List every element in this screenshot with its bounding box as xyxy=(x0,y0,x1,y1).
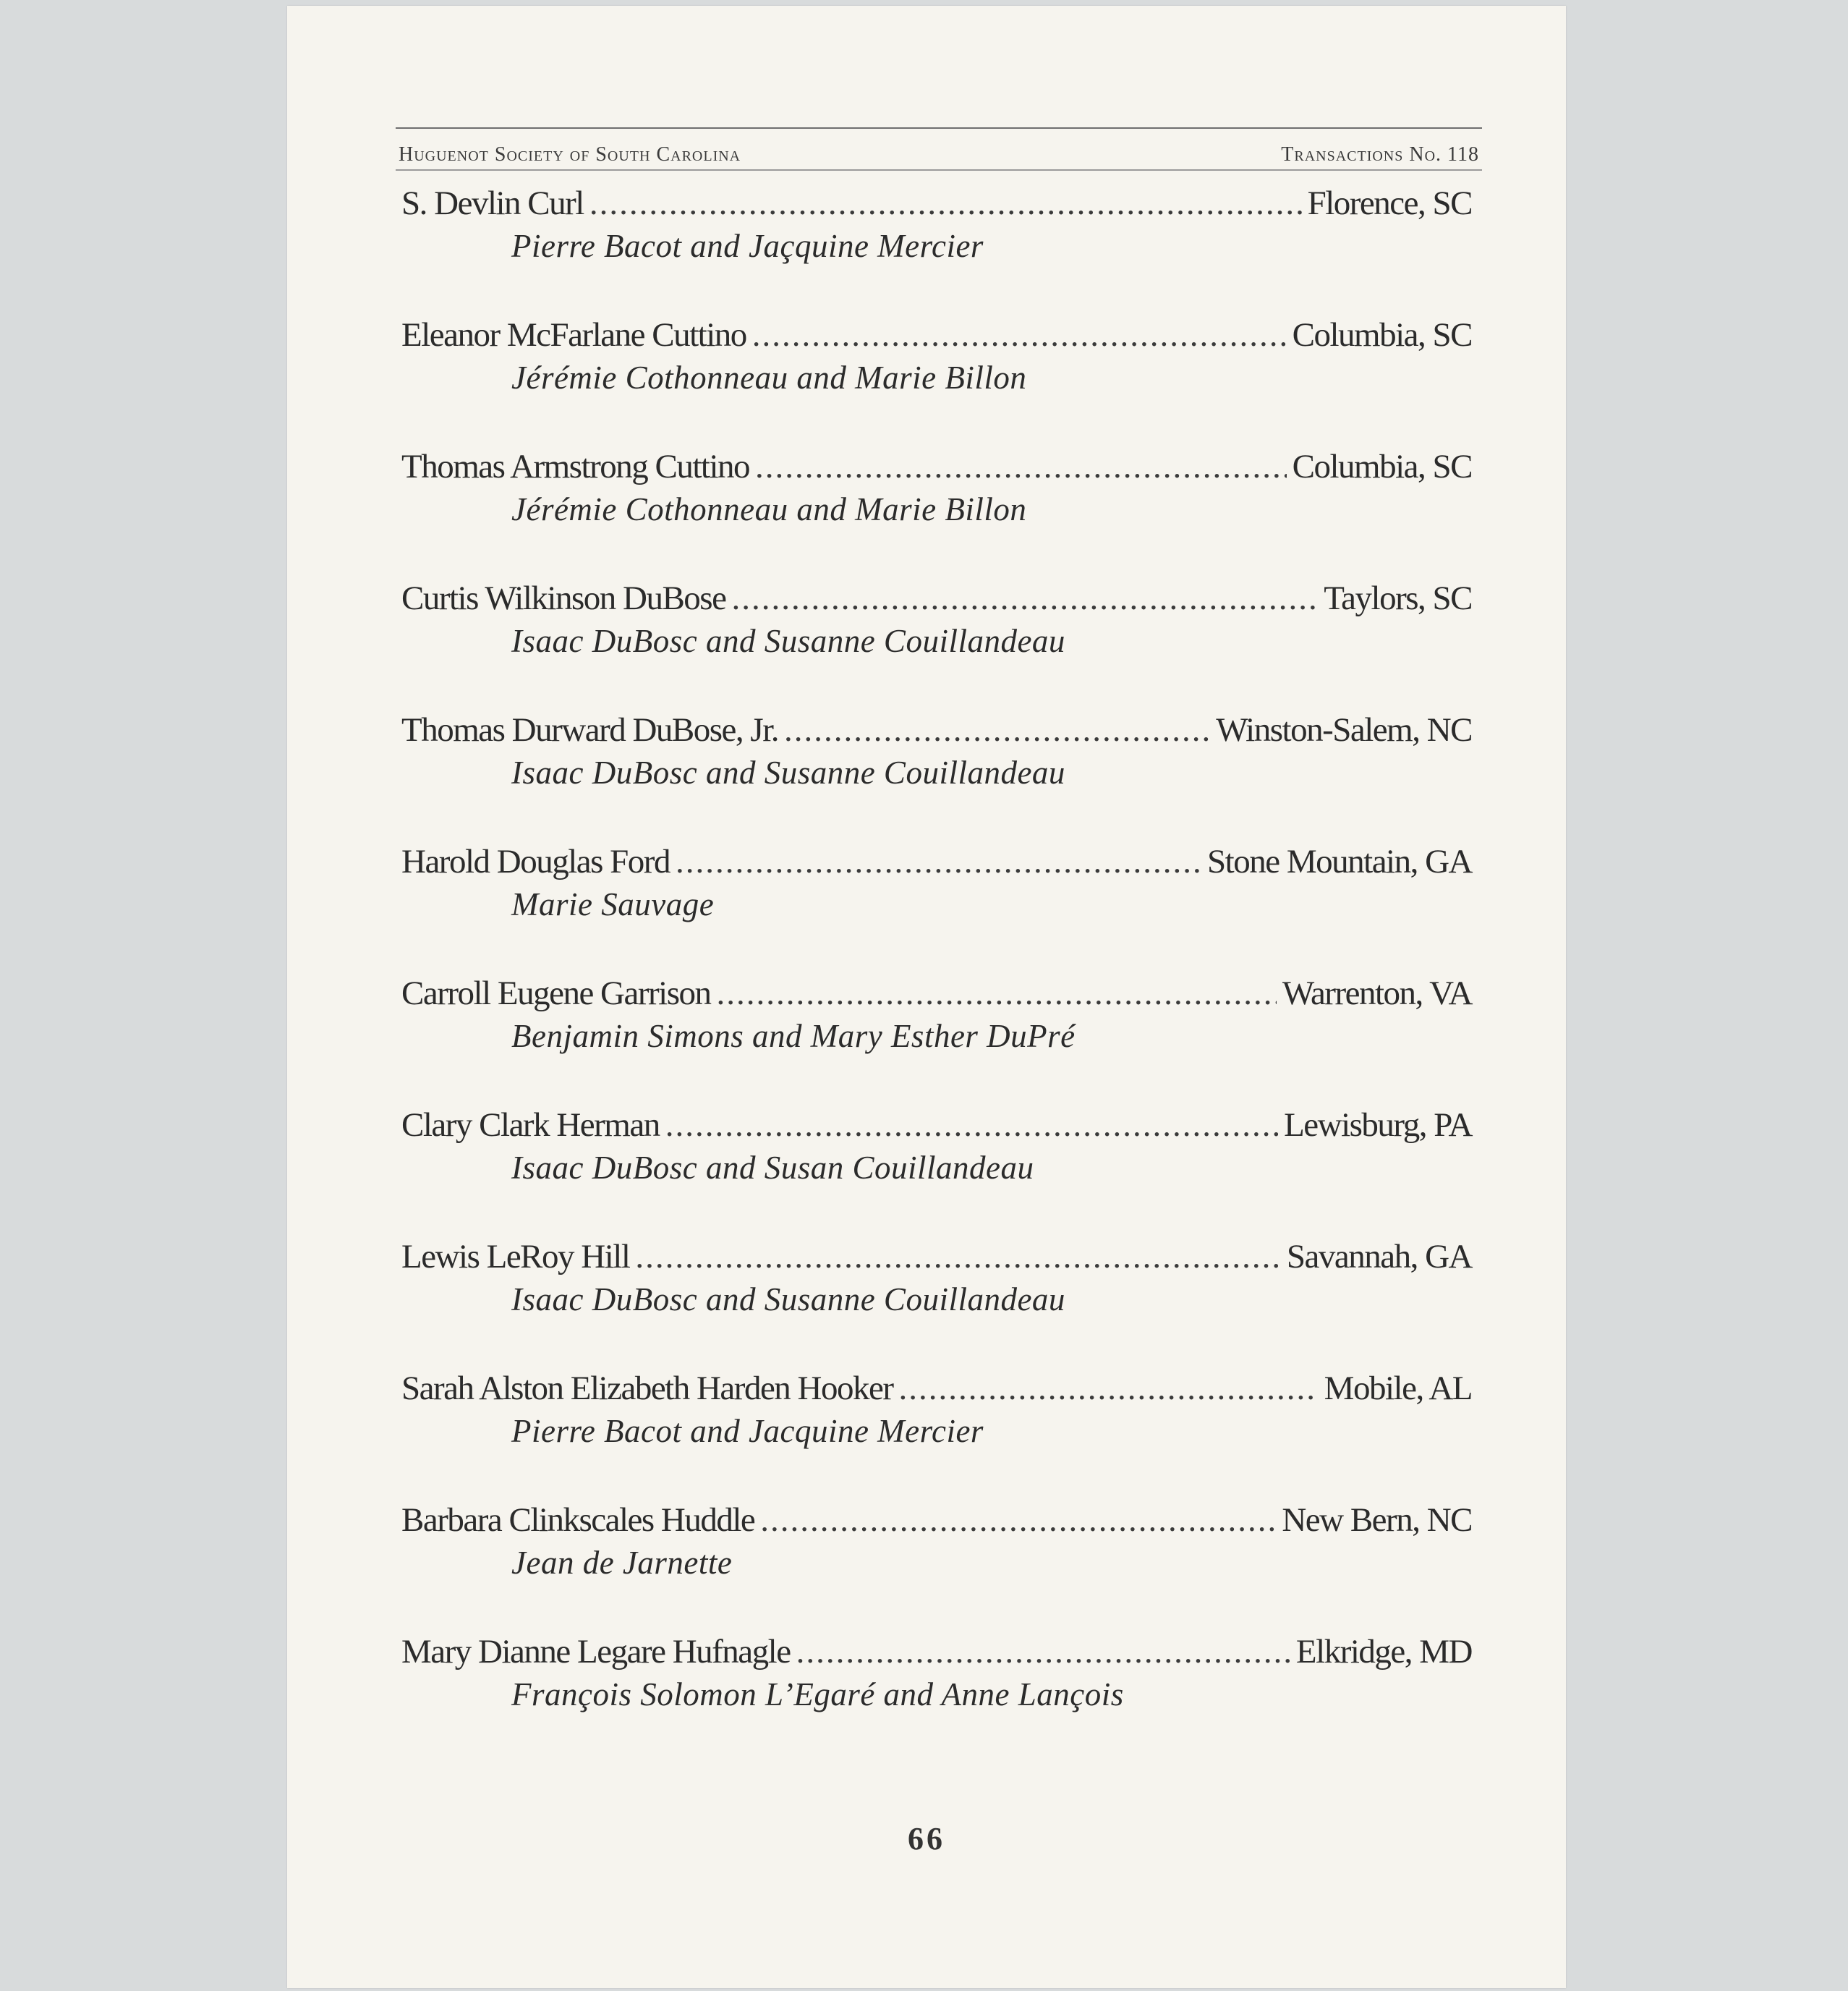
list-item xyxy=(401,1632,1472,1764)
list-item xyxy=(401,1237,1472,1369)
dot-leader xyxy=(589,184,1302,223)
member-ancestor: Jérémie Cothonneau and Marie Billon xyxy=(511,360,1027,396)
dot-leader xyxy=(760,1500,1276,1540)
list-item xyxy=(401,1369,1472,1500)
member-location: New Bern, NC xyxy=(1282,1501,1472,1539)
member-location: Savannah, GA xyxy=(1286,1238,1472,1275)
member-name: Thomas Durward DuBose, Jr. xyxy=(401,711,779,749)
member-ancestor: Pierre Bacot and Jaçquine Mercier xyxy=(511,228,984,264)
member-name: S. Devlin Curl xyxy=(401,184,584,222)
list-item xyxy=(401,974,1472,1105)
header-society-name: Huguenot Society of South Carolina xyxy=(399,143,741,166)
dot-leader xyxy=(717,974,1277,1013)
dot-leader xyxy=(796,1632,1290,1671)
member-name: Sarah Alston Elizabeth Harden Hooker xyxy=(401,1370,893,1407)
document-page xyxy=(287,6,1566,1988)
member-ancestor: Isaac DuBosc and Susanne Couillandeau xyxy=(511,755,1065,791)
dot-leader xyxy=(731,579,1318,618)
dot-leader xyxy=(676,842,1201,881)
member-name: Carroll Eugene Garrison xyxy=(401,975,711,1012)
member-location: Columbia, SC xyxy=(1292,316,1472,354)
dot-leader xyxy=(755,447,1287,486)
member-location: Elkridge, MD xyxy=(1295,1633,1472,1671)
member-name: Clary Clark Herman xyxy=(401,1106,660,1144)
member-name: Barbara Clinkscales Huddle xyxy=(401,1501,755,1539)
member-location: Mobile, AL xyxy=(1324,1370,1472,1407)
member-name: Curtis Wilkinson DuBose xyxy=(401,580,726,617)
member-location: Columbia, SC xyxy=(1292,448,1472,485)
member-location: Lewisburg, PA xyxy=(1284,1106,1472,1144)
member-ancestor: Isaac DuBosc and Susanne Couillandeau xyxy=(511,623,1065,659)
member-ancestor: Pierre Bacot and Jacquine Mercier xyxy=(511,1413,984,1449)
member-location: Warrenton, VA xyxy=(1282,975,1472,1012)
member-location: Stone Mountain, GA xyxy=(1207,843,1472,880)
member-list xyxy=(401,184,1472,1764)
list-item xyxy=(401,315,1472,447)
list-item xyxy=(401,1500,1472,1632)
member-location: Taylors, SC xyxy=(1324,580,1472,617)
member-name: Mary Dianne Legare Hufnagle xyxy=(401,1633,791,1671)
list-item xyxy=(401,710,1472,842)
member-ancestor: Isaac DuBosc and Susanne Couillandeau xyxy=(511,1281,1065,1317)
member-name: Thomas Armstrong Cuttino xyxy=(401,448,749,485)
dot-leader xyxy=(752,315,1287,355)
list-item xyxy=(401,842,1472,974)
member-location: Florence, SC xyxy=(1307,184,1472,222)
dot-leader xyxy=(665,1105,1278,1145)
member-location: Winston-Salem, NC xyxy=(1216,711,1472,749)
page-number: 66 xyxy=(908,1821,945,1856)
running-header xyxy=(396,127,1482,171)
member-name: Eleanor McFarlane Cuttino xyxy=(401,316,746,354)
dot-leader xyxy=(784,710,1210,750)
member-ancestor: Isaac DuBosc and Susan Couillandeau xyxy=(511,1150,1034,1186)
member-name: Lewis LeRoy Hill xyxy=(401,1238,630,1275)
member-ancestor: Jean de Jarnette xyxy=(511,1545,733,1581)
list-item xyxy=(401,1105,1472,1237)
member-ancestor: François Solomon L’Egaré and Anne Lançois xyxy=(511,1676,1124,1712)
member-ancestor: Marie Sauvage xyxy=(511,886,715,922)
list-item xyxy=(401,447,1472,579)
member-ancestor: Benjamin Simons and Mary Esther DuPré xyxy=(511,1018,1076,1054)
list-item xyxy=(401,184,1472,315)
dot-leader xyxy=(635,1237,1280,1276)
member-ancestor: Jérémie Cothonneau and Marie Billon xyxy=(511,491,1027,527)
header-transactions-number: Transactions No. 118 xyxy=(1281,143,1479,166)
list-item xyxy=(401,579,1472,710)
dot-leader xyxy=(899,1369,1319,1408)
member-name: Harold Douglas Ford xyxy=(401,843,670,880)
